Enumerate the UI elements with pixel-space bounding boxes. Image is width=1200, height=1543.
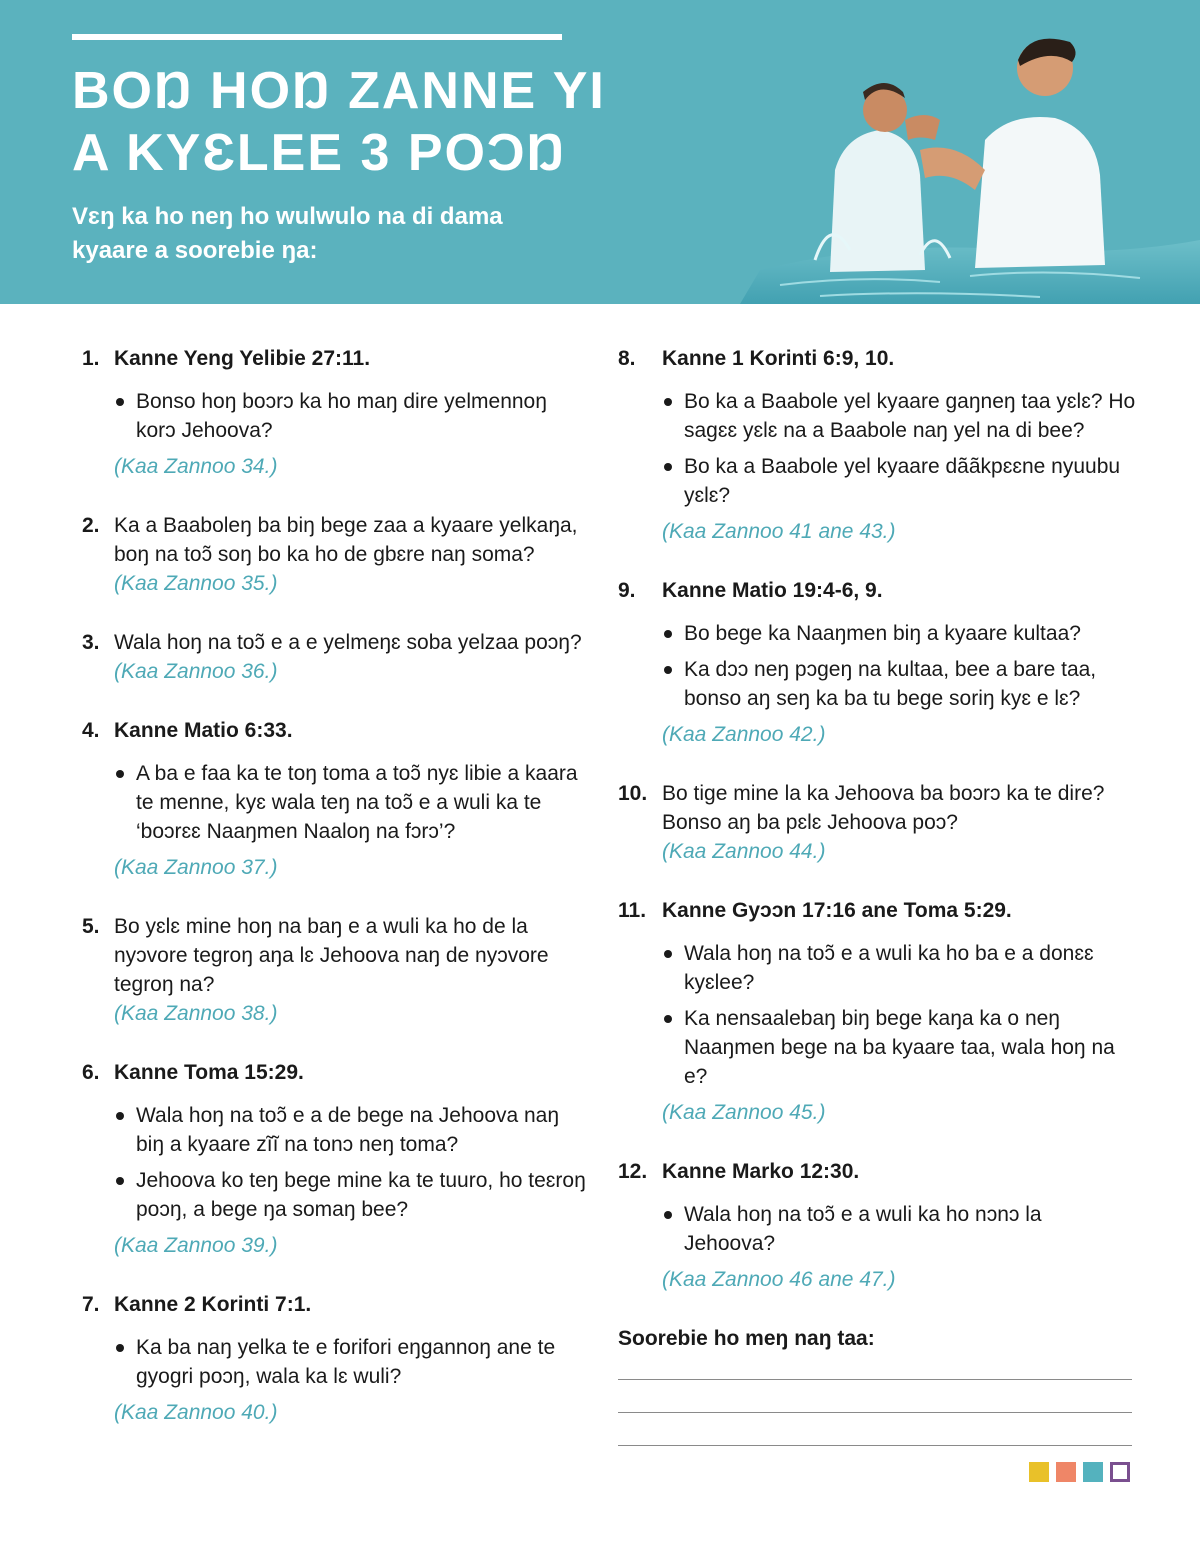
bullet-list [618,1200,1138,1258]
question-3 [82,628,592,686]
reference-link[interactable]: (Kaa Zannoo 35.) [114,572,278,595]
bullet-list [82,1101,592,1224]
question-text: Kanne Toma 15:29. [114,1061,304,1084]
title-line-2: A KYƐLEE 3 POƆŊ [72,124,567,182]
bullet-item: Jehoova ko teŋ bege mine ka te tuuro, ho teɛroŋ poɔŋ, a bege ŋa somaŋ bee? [114,1166,592,1224]
question-text: Kanne Yeng Yelibie 27:11. [114,347,371,370]
bullet-item: Wala hoŋ na toɔ̃ e a wuli ka ho ba e a donɛɛ kyɛlee? [662,939,1138,997]
title-line-1: BOŊ HOŊ ZANNE YI [72,62,606,120]
question-text: Ka a Baaboleŋ ba biŋ bege zaa a kyaare yelkaŋa, boŋ na toɔ̃ soŋ bo ka ho de gbɛre naŋ soma? [114,514,578,566]
question-4 [82,716,592,882]
question-number: 1. [82,347,100,370]
question-number: 12. [618,1160,648,1183]
questions-column-right [618,344,1138,1446]
bullet-item: Bo bege ka Naaŋmen biŋ a kyaare kultaa? [662,619,1138,648]
notes-section [618,1324,1138,1446]
question-text: Kanne 2 Korinti 7:1. [114,1293,312,1316]
bullet-list [82,387,592,445]
question-7 [82,1290,592,1427]
reference-link[interactable]: (Kaa Zannoo 44.) [662,840,826,863]
bullet-item: A ba e faa ka te toŋ toma a toɔ̃ nyɛ libie a kaara te menne, kyɛ wala teŋ na toɔ̃ e a wuli ka te ‘boɔrɛɛ Naaŋmen Naaloŋ na fɔrɔ’? [114,759,592,846]
reference-link[interactable]: (Kaa Zannoo 38.) [114,1002,278,1025]
page-subtitle [72,200,592,268]
question-9 [618,576,1138,749]
notes-label: Soorebie ho meŋ naŋ taa: [618,1327,875,1350]
question-5 [82,912,592,1028]
question-text: Kanne Marko 12:30. [662,1160,860,1183]
reference-link[interactable]: (Kaa Zannoo 40.) [114,1401,278,1424]
question-number: 5. [82,915,100,938]
questions-column-left [82,344,592,1457]
reference-link[interactable]: (Kaa Zannoo 37.) [114,856,278,879]
page-title [72,60,632,184]
question-text: Bo yɛlɛ mine hoŋ na baŋ e a wuli ka ho de la nyɔvore tegroŋ aŋa lɛ Jehoova naŋ de nyɔvore tegroŋ na? [114,915,549,996]
question-number: 2. [82,514,100,537]
question-11 [618,896,1138,1127]
outlined-square [1110,1462,1130,1482]
header-banner [0,0,1200,304]
subtitle-line-2: kyaare a soorebie ŋa: [72,237,318,264]
bullet-item: Ka ba naŋ yelka te e forifori eŋgannoŋ ane te gyogri poɔŋ, wala ka lɛ wuli? [114,1333,592,1391]
baptism-illustration [720,0,1200,304]
question-number: 9. [618,579,636,602]
question-6 [82,1058,592,1260]
question-number: 6. [82,1061,100,1084]
question-text: Kanne 1 Korinti 6:9, 10. [662,347,895,370]
bullet-list [82,1333,592,1391]
question-text: Kanne Matio 19:4-6, 9. [662,579,883,602]
bullet-item: Bo ka a Baabole yel kyaare gaŋneŋ taa yɛlɛ? Ho sagɛɛ yɛlɛ na a Baabole naŋ yel na di bee? [662,387,1138,445]
note-line[interactable] [618,1412,1132,1413]
question-2 [82,511,592,598]
teal-square [1083,1462,1103,1482]
bullet-item: Bonso hoŋ boɔrɔ ka ho maŋ dire yelmennoŋ korɔ Jehoova? [114,387,592,445]
reference-link[interactable]: (Kaa Zannoo 42.) [662,723,826,746]
question-number: 7. [82,1293,100,1316]
question-text: Bo tige mine la ka Jehoova ba boɔrɔ ka te dire? Bonso aŋ ba pɛlɛ Jehoova poɔ? [662,782,1105,834]
bullet-list [618,939,1138,1091]
question-10 [618,779,1138,866]
question-1 [82,344,592,481]
bullet-item: Ka nensaalebaŋ biŋ bege kaŋa ka o neŋ Naaŋmen bege na ba kyaare taa, wala hoŋ na e? [662,1004,1138,1091]
color-squares [1029,1462,1130,1482]
reference-link[interactable]: (Kaa Zannoo 36.) [114,660,278,683]
question-number: 11. [618,899,647,922]
question-number: 4. [82,719,100,742]
question-number: 8. [618,347,636,370]
reference-link[interactable]: (Kaa Zannoo 45.) [662,1101,826,1124]
subtitle-line-1: Vɛŋ ka ho neŋ ho wulwulo na di dama [72,203,503,230]
note-line[interactable] [618,1379,1132,1380]
reference-link[interactable]: (Kaa Zannoo 41 ane 43.) [662,520,896,543]
bullet-item: Wala hoŋ na toɔ̃ e a de bege na Jehoova naŋ biŋ a kyaare zĩĩ na tonɔ neŋ toma? [114,1101,592,1159]
question-text: Kanne Matio 6:33. [114,719,293,742]
reference-link[interactable]: (Kaa Zannoo 34.) [114,455,278,478]
yellow-square [1029,1462,1049,1482]
question-text: Kanne Gyɔɔn 17:16 ane Toma 5:29. [662,899,1012,922]
reference-link[interactable]: (Kaa Zannoo 39.) [114,1234,278,1257]
question-text: Wala hoŋ na toɔ̃ e a e yelmeŋɛ soba yelzaa poɔŋ? [114,631,582,654]
header-rule [72,34,562,40]
bullet-item: Wala hoŋ na toɔ̃ e a wuli ka ho nɔnɔ la Jehoova? [662,1200,1138,1258]
bullet-list [618,387,1138,510]
bullet-item: Bo ka a Baabole yel kyaare dããkpɛɛne nyuubu yɛlɛ? [662,452,1138,510]
bullet-item: Ka dɔɔ neŋ pɔgeŋ na kultaa, bee a bare taa, bonso aŋ seŋ ka ba tu bege soriŋ kyɛ e lɛ? [662,655,1138,713]
bullet-list [82,759,592,846]
bullet-list [618,619,1138,713]
question-number: 10. [618,782,648,805]
question-12 [618,1157,1138,1294]
question-number: 3. [82,631,100,654]
reference-link[interactable]: (Kaa Zannoo 46 ane 47.) [662,1268,896,1291]
note-line[interactable] [618,1445,1132,1446]
question-8 [618,344,1138,546]
orange-square [1056,1462,1076,1482]
